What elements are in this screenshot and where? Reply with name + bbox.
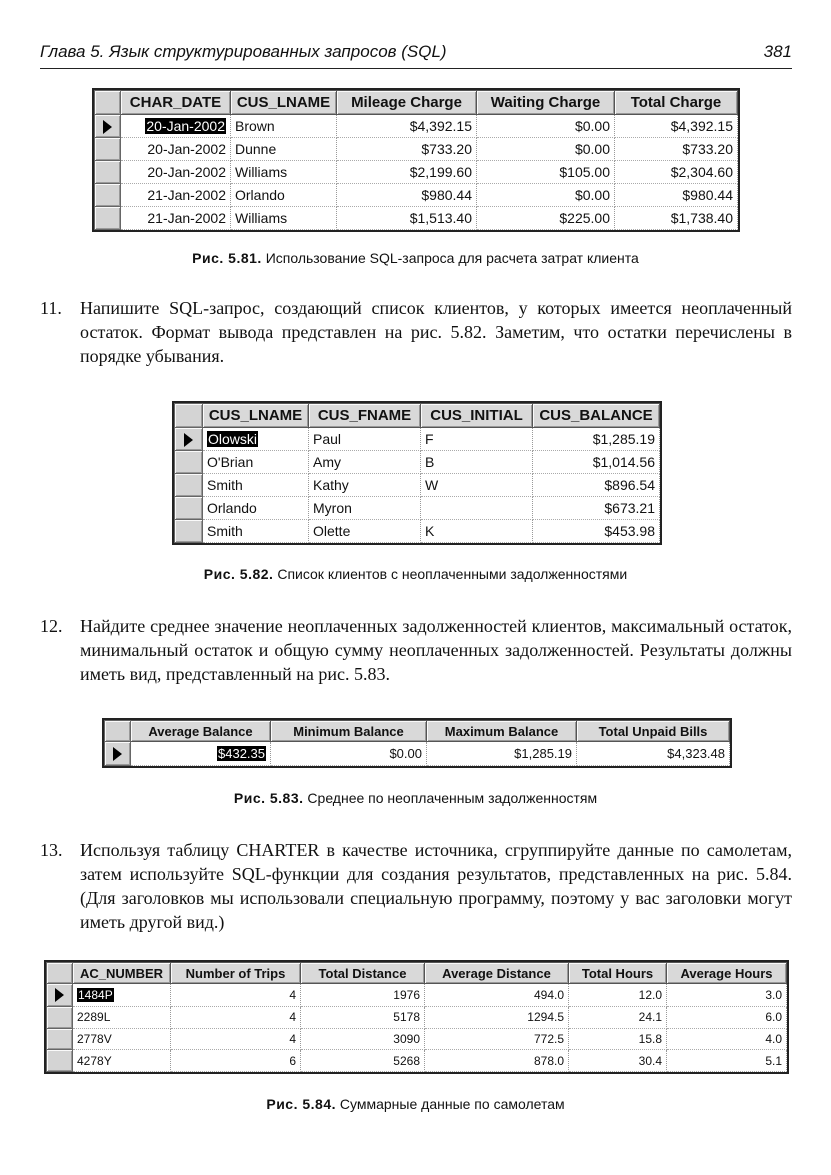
table-cell[interactable]: Dunne	[231, 138, 337, 161]
table-row	[105, 742, 730, 766]
table-cell[interactable]: $1,513.40	[337, 207, 477, 230]
table-row	[47, 1028, 787, 1050]
caption-text: Среднее по неоплаченным задолженностям	[307, 790, 598, 806]
figure-caption	[0, 250, 831, 266]
figure-5-84-table	[44, 960, 789, 1074]
table-cell[interactable]: Olowski	[208, 431, 258, 448]
table-cell[interactable]: B	[421, 451, 533, 474]
table-cell[interactable]: Williams	[231, 207, 337, 230]
corner-cell[interactable]	[175, 404, 203, 428]
table-cell[interactable]: O'Brian	[203, 451, 309, 474]
table-cell[interactable]: $1,738.40	[615, 207, 738, 230]
caption-text: Использование SQL-запроса для расчета затрат клиента	[265, 250, 639, 266]
row-selector[interactable]	[95, 115, 121, 138]
table-cell[interactable]: 4278Y	[73, 1050, 171, 1072]
table-cell[interactable]: $733.20	[615, 138, 738, 161]
col-header[interactable]: Total Distance	[301, 963, 425, 984]
exercise-number: 11.	[40, 298, 62, 318]
exercise-13	[40, 838, 792, 934]
figure-caption	[0, 1096, 831, 1112]
table-cell[interactable]: Olette	[309, 520, 421, 543]
table-row	[175, 497, 660, 520]
col-header[interactable]: CUS_LNAME	[231, 91, 337, 115]
table-cell[interactable]	[421, 497, 533, 520]
exercise-11	[40, 296, 792, 368]
table-row	[47, 1050, 787, 1072]
row-selector[interactable]	[175, 497, 203, 520]
row-selector[interactable]	[175, 520, 203, 543]
table-cell[interactable]: Paul	[309, 428, 421, 451]
corner-cell[interactable]	[95, 91, 121, 115]
table-cell[interactable]: K	[421, 520, 533, 543]
table-cell[interactable]: Orlando	[231, 184, 337, 207]
table-row	[95, 115, 738, 138]
page-number: 381	[763, 42, 792, 61]
col-header[interactable]: CUS_FNAME	[309, 404, 421, 428]
col-header[interactable]: Total Charge	[615, 91, 738, 115]
row-selector[interactable]	[95, 138, 121, 161]
current-record-arrow-icon	[103, 120, 112, 134]
table-cell[interactable]: 1484P	[78, 987, 113, 1002]
exercise-text: Используя таблицу CHARTER в качестве источника, сгруппируйте данные по самолетам, затем используйте SQL-функции для создания результатов, представленных на рис. 5.84. (Для заголовков мы использовали специальную программу, поэтому у вас заголовки могут иметь другой вид.)	[80, 840, 792, 932]
table-cell[interactable]: $432.35	[218, 746, 265, 761]
table-row	[175, 474, 660, 497]
table-row	[95, 138, 738, 161]
table-cell[interactable]: Orlando	[203, 497, 309, 520]
table-cell[interactable]: 5178	[301, 1006, 425, 1028]
current-record-arrow-icon	[184, 433, 193, 447]
table-cell[interactable]: 4	[171, 984, 301, 1007]
col-header[interactable]: Average Balance	[131, 721, 271, 742]
table-row	[175, 428, 660, 451]
table-cell[interactable]: $0.00	[477, 184, 615, 207]
table-cell[interactable]: $980.44	[337, 184, 477, 207]
table-cell[interactable]: 20-Jan-2002	[121, 138, 231, 161]
figure-5-83-table	[102, 718, 732, 768]
table-cell[interactable]: $1,285.19	[533, 428, 660, 451]
table-cell[interactable]: 772.5	[425, 1028, 569, 1050]
table-cell[interactable]: $0.00	[477, 115, 615, 138]
row-selector[interactable]	[47, 984, 73, 1007]
table-row	[95, 207, 738, 230]
table-cell[interactable]: 24.1	[569, 1006, 667, 1028]
col-header[interactable]: CHAR_DATE	[121, 91, 231, 115]
row-selector[interactable]	[105, 742, 131, 766]
figure-caption	[0, 790, 831, 806]
table-cell[interactable]: $1,285.19	[427, 742, 577, 766]
row-selector[interactable]	[95, 161, 121, 184]
row-selector[interactable]	[175, 428, 203, 451]
chapter-title: Глава 5. Язык структурированных запросов (SQL)	[40, 42, 447, 61]
table-cell[interactable]: 4.0	[667, 1028, 787, 1050]
table-cell[interactable]: $980.44	[615, 184, 738, 207]
table-cell[interactable]: $453.98	[533, 520, 660, 543]
figure-5-82-table	[172, 401, 662, 545]
figure-caption	[0, 566, 831, 582]
row-selector[interactable]	[175, 474, 203, 497]
table-cell[interactable]: 878.0	[425, 1050, 569, 1072]
col-header[interactable]: Number of Trips	[171, 963, 301, 984]
row-selector[interactable]	[95, 184, 121, 207]
table-cell[interactable]: $4,323.48	[577, 742, 730, 766]
table-cell[interactable]: 3090	[301, 1028, 425, 1050]
table-cell[interactable]: 3.0	[667, 984, 787, 1007]
table-cell[interactable]: Kathy	[309, 474, 421, 497]
table-cell[interactable]: $733.20	[337, 138, 477, 161]
table-row	[47, 984, 787, 1007]
table-cell[interactable]: $896.54	[533, 474, 660, 497]
row-selector[interactable]	[47, 1028, 73, 1050]
table-cell[interactable]: Amy	[309, 451, 421, 474]
table-cell[interactable]: 12.0	[569, 984, 667, 1007]
table-cell[interactable]: 5268	[301, 1050, 425, 1072]
col-header[interactable]: CUS_BALANCE	[533, 404, 660, 428]
table-cell[interactable]: 5.1	[667, 1050, 787, 1072]
table-cell[interactable]: $1,014.56	[533, 451, 660, 474]
caption-label: Рис. 5.83.	[233, 790, 304, 806]
table-row	[47, 1006, 787, 1028]
row-selector[interactable]	[175, 451, 203, 474]
table-cell[interactable]: 4	[171, 1028, 301, 1050]
exercise-12	[40, 614, 792, 686]
table-cell[interactable]: F	[421, 428, 533, 451]
table-cell[interactable]: 2289L	[73, 1006, 171, 1028]
table-cell[interactable]: $673.21	[533, 497, 660, 520]
table-cell[interactable]: $0.00	[477, 138, 615, 161]
caption-text: Суммарные данные по самолетам	[339, 1096, 565, 1112]
table-cell[interactable]: 21-Jan-2002	[121, 207, 231, 230]
figure-5-81-table	[92, 88, 740, 232]
table-cell[interactable]: 15.8	[569, 1028, 667, 1050]
current-record-arrow-icon	[113, 747, 122, 761]
table-row	[95, 161, 738, 184]
table-row	[95, 184, 738, 207]
table-cell[interactable]: $4,392.15	[615, 115, 738, 138]
col-header[interactable]: CUS_INITIAL	[421, 404, 533, 428]
table-cell[interactable]: Myron	[309, 497, 421, 520]
col-header[interactable]: Total Unpaid Bills	[577, 721, 730, 742]
table-cell[interactable]: Smith	[203, 520, 309, 543]
table-cell[interactable]: $225.00	[477, 207, 615, 230]
table-cell[interactable]: $4,392.15	[337, 115, 477, 138]
table-cell[interactable]: Smith	[203, 474, 309, 497]
table-cell[interactable]: 2778V	[73, 1028, 171, 1050]
col-header[interactable]: Minimum Balance	[271, 721, 427, 742]
row-selector[interactable]	[95, 207, 121, 230]
caption-label: Рис. 5.84.	[266, 1096, 337, 1112]
table-cell[interactable]: 30.4	[569, 1050, 667, 1072]
table-cell[interactable]: $2,199.60	[337, 161, 477, 184]
row-selector[interactable]	[47, 1050, 73, 1072]
col-header[interactable]: Mileage Charge	[337, 91, 477, 115]
col-header[interactable]: Waiting Charge	[477, 91, 615, 115]
col-header[interactable]: Maximum Balance	[427, 721, 577, 742]
table-cell[interactable]: $2,304.60	[615, 161, 738, 184]
running-header	[40, 38, 792, 69]
col-header[interactable]: Average Hours	[667, 963, 787, 984]
current-record-arrow-icon	[55, 988, 64, 1002]
table-cell[interactable]: 494.0	[425, 984, 569, 1007]
row-selector[interactable]	[47, 1006, 73, 1028]
table-cell[interactable]: 1976	[301, 984, 425, 1007]
col-header[interactable]: Average Distance	[425, 963, 569, 984]
table-row	[175, 520, 660, 543]
table-cell[interactable]: 4	[171, 1006, 301, 1028]
caption-text: Список клиентов с неоплаченными задолженностями	[277, 566, 628, 582]
corner-cell[interactable]	[105, 721, 131, 742]
table-cell[interactable]: $0.00	[271, 742, 427, 766]
table-cell[interactable]: W	[421, 474, 533, 497]
table-cell[interactable]: 20-Jan-2002	[146, 118, 225, 135]
table-cell[interactable]: 20-Jan-2002	[121, 161, 231, 184]
col-header[interactable]: CUS_LNAME	[203, 404, 309, 428]
table-cell[interactable]: 1294.5	[425, 1006, 569, 1028]
exercise-text: Найдите среднее значение неоплаченных задолженностей клиентов, максимальный остаток, минимальный остаток и общую сумму неоплаченных задолженностей. Результаты должны иметь вид, представленный на рис. 5.83.	[80, 616, 792, 684]
table-cell[interactable]: 6	[171, 1050, 301, 1072]
corner-cell[interactable]	[47, 963, 73, 984]
col-header[interactable]: Total Hours	[569, 963, 667, 984]
exercise-number: 13.	[40, 840, 63, 860]
exercise-text: Напишите SQL-запрос, создающий список клиентов, у которых имеется неоплаченный остаток. Формат вывода представлен на рис. 5.82. Заметим, что остатки перечислены в порядке убывания.	[80, 298, 792, 366]
table-cell[interactable]: 6.0	[667, 1006, 787, 1028]
table-cell[interactable]: $105.00	[477, 161, 615, 184]
table-cell[interactable]: 21-Jan-2002	[121, 184, 231, 207]
col-header[interactable]: AC_NUMBER	[73, 963, 171, 984]
table-cell[interactable]: Williams	[231, 161, 337, 184]
caption-label: Рис. 5.81.	[192, 250, 262, 266]
exercise-number: 12.	[40, 616, 63, 636]
table-row	[175, 451, 660, 474]
table-cell[interactable]: Brown	[231, 115, 337, 138]
caption-label: Рис. 5.82.	[203, 566, 274, 582]
